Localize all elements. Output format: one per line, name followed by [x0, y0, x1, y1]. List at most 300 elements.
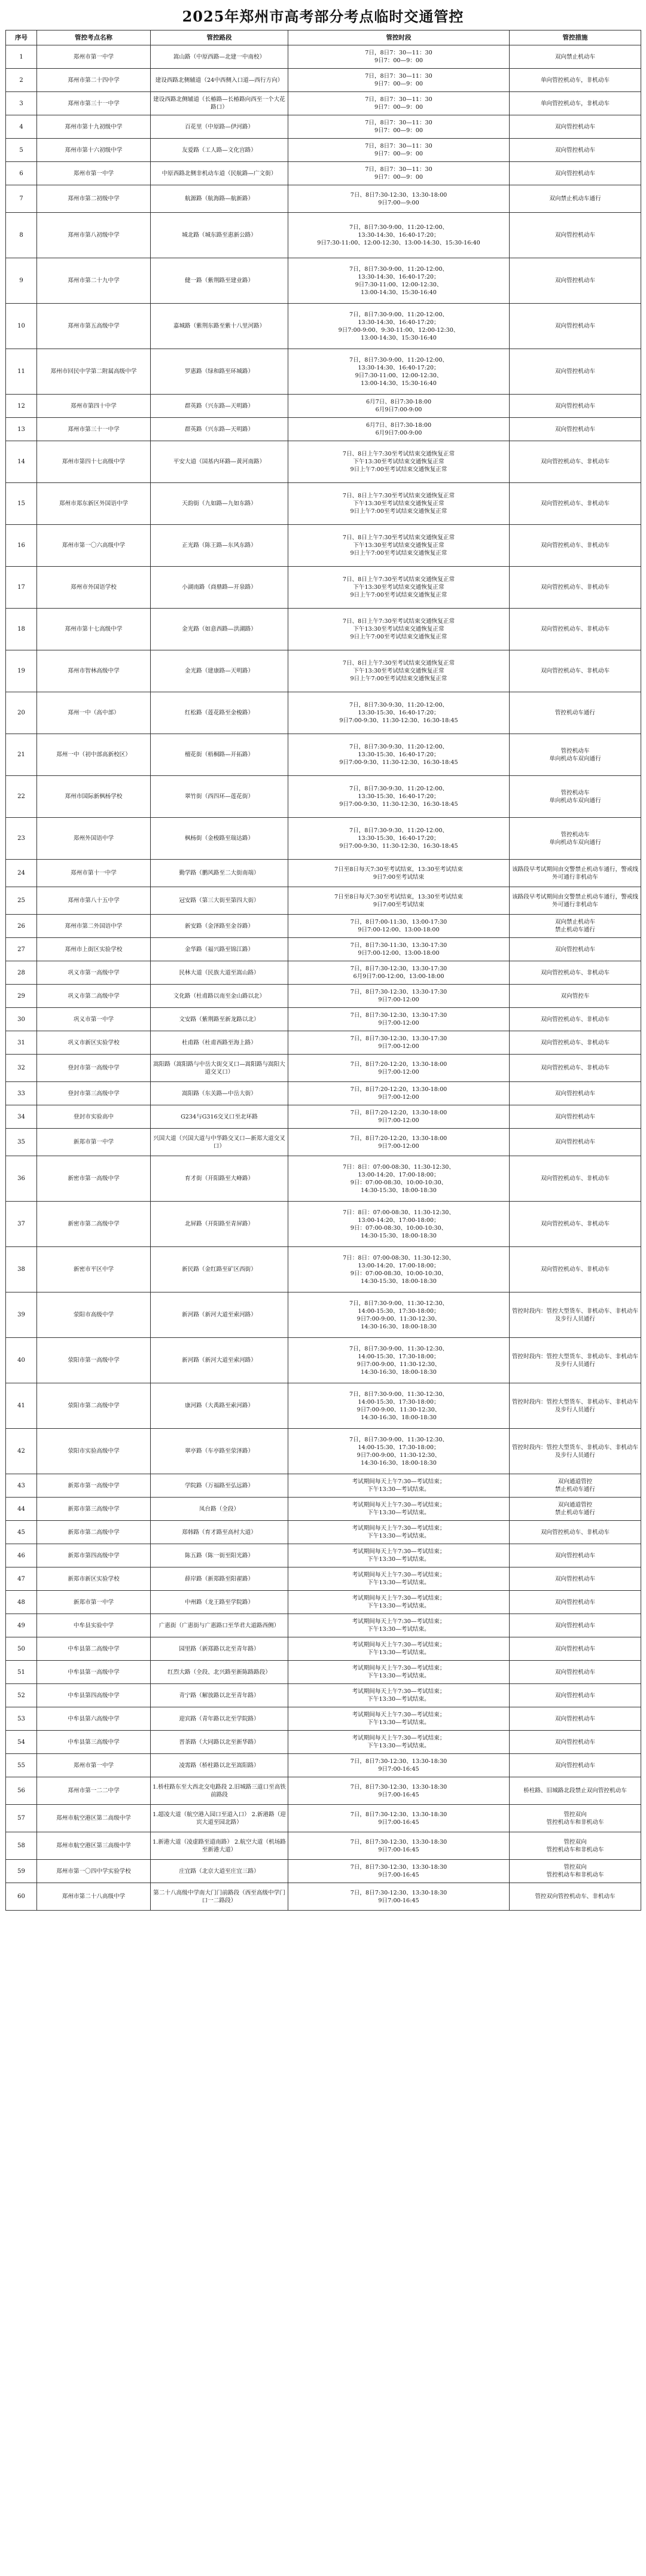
table-body: [6, 45, 641, 1911]
cell-road: 翠亭路（车亭路至荥泽路）: [151, 1429, 288, 1474]
table-row: [6, 483, 641, 525]
cell-number: 13: [6, 418, 37, 441]
cell-number: 42: [6, 1429, 37, 1474]
table-row: [6, 1777, 641, 1805]
cell-number: 24: [6, 860, 37, 887]
table-row: [6, 1498, 641, 1521]
cell-school: 新密市第二高级中学: [37, 1202, 151, 1247]
cell-measure: 单向管控机动车，非机动车: [510, 92, 641, 115]
table-row: [6, 1544, 641, 1567]
cell-school: 郑州市航空港区第二高级中学: [37, 1805, 151, 1832]
cell-measure: 双向管控机动车: [510, 139, 641, 162]
table-row: [6, 985, 641, 1008]
cell-number: 7: [6, 185, 37, 213]
cell-road: 北屏路（开阳路至青屏路）: [151, 1202, 288, 1247]
cell-road: 杜甫路（杜甫西路至海上路）: [151, 1031, 288, 1055]
cell-time: 7日，8日7：30—11：30 9日7：00—9：00: [288, 69, 510, 92]
cell-time: 7日、8日上午7:30至考试结束交通恢复正常 下午13:30至考试结束交通恢复正常 9日上午7:00至考试结束交通恢复正常: [288, 609, 510, 650]
table-row: [6, 213, 641, 258]
table-row: [6, 1202, 641, 1247]
cell-time: 7日，8日7：30—11：30 9日7：00—9：00: [288, 45, 510, 69]
cell-road: 枫杨街（金梭路至瑞达路）: [151, 818, 288, 860]
cell-road: 嵩阳路（嵩阳路与中岳大街交叉口—嵩阳路与嵩阳大道交叉口）: [151, 1055, 288, 1082]
table-row: [6, 818, 641, 860]
cell-school: 郑州市第二初级中学: [37, 185, 151, 213]
cell-time: 7日，8日7:30-9:30、11:20-12:00、 13:30-15:30、16:40-17:20； 9日7:00-9:30、11:30-12:30、16:30-18:45: [288, 818, 510, 860]
cell-time: 7日：8日：07:00-08:30、11:30-12:30、 13:00-14:20、17:00-18:00； 9日：07:00-08:30、10:00-10:30、 14:30-15:30、18:00-18:30: [288, 1202, 510, 1247]
document-title: 2025年郑州市高考部分考点临时交通管控: [182, 8, 464, 25]
cell-road: 百花里（中原路—伊河路）: [151, 115, 288, 139]
cell-measure: 管控时段内：管控大型货车、非机动车、非机动车及步行人员通行: [510, 1429, 641, 1474]
cell-school: 荥阳市高级中学: [37, 1292, 151, 1338]
cell-number: 51: [6, 1661, 37, 1684]
cell-time: 7日，8日7：30—11：30 9日7：00—9：00: [288, 92, 510, 115]
cell-road: 1.超凌大道（航空港入园口至道入口） 2.新港路（迎宾大道至园北路）: [151, 1805, 288, 1832]
table-row: [6, 1383, 641, 1429]
cell-road: 健一路（紫荆路至建业路）: [151, 258, 288, 304]
cell-measure: 管控机动车 单向机动车双向通行: [510, 734, 641, 776]
cell-measure: 管控双向 管控机动车和非机动车: [510, 1805, 641, 1832]
cell-road: 翠竹街（西四环—莲花街）: [151, 776, 288, 818]
cell-road: 群英路（兴东路—天明路）: [151, 395, 288, 418]
cell-measure: 双向管控机动车: [510, 304, 641, 349]
cell-number: 5: [6, 139, 37, 162]
cell-time: 7日，8日7:30-9:00、11:20-12:00、 13:30-14:30、16:40-17:20； 9日7:00-9:00、9:30-11:00、12:00-12:30、 13:00-14:30、15:30-16:40: [288, 304, 510, 349]
cell-school: 中牟县第二高级中学: [37, 1637, 151, 1661]
header-time: 管控时段: [288, 30, 510, 45]
cell-road: 建设西路北侧辅道（长椿路—长椿路向西至一个大花路口）: [151, 92, 288, 115]
cell-measure: 双向管控机动车、非机动车: [510, 483, 641, 525]
cell-measure: 该路段早考试期间由交警禁止机动车通行，警戒线外可通行非机动车: [510, 887, 641, 915]
cell-school: 郑州市第十六初级中学: [37, 139, 151, 162]
cell-measure: 双向通道管控 禁止机动车通行: [510, 1498, 641, 1521]
cell-measure: 双向管控机动车: [510, 1684, 641, 1707]
cell-road: 平安大道（国基内环路—黄河南路）: [151, 441, 288, 483]
cell-number: 23: [6, 818, 37, 860]
cell-number: 52: [6, 1684, 37, 1707]
cell-measure: 双向管控机动车、非机动车: [510, 1008, 641, 1031]
cell-school: 荥阳市第二高级中学: [37, 1383, 151, 1429]
cell-measure: 双向管控机动车: [510, 258, 641, 304]
cell-measure: 双向管控机动车: [510, 1544, 641, 1567]
cell-school: 郑州市第三十一中学: [37, 418, 151, 441]
cell-number: 3: [6, 92, 37, 115]
cell-school: 荥阳市第一高级中学: [37, 1338, 151, 1383]
cell-measure: 管控双向 管控机动车和非机动车: [510, 1860, 641, 1883]
cell-measure: 双向管控机动车: [510, 162, 641, 185]
cell-number: 60: [6, 1883, 37, 1911]
cell-time: 6月7日、8日7:30-18:00 6月9日7:00-9:00: [288, 395, 510, 418]
cell-time: 考试期间每天上午7:30—考试结束； 下午13:30—考试结束。: [288, 1707, 510, 1731]
cell-time: 7日、8日上午7:30至考试结束交通恢复正常 下午13:30至考试结束交通恢复正常 9日上午7:00至考试结束交通恢复正常: [288, 650, 510, 692]
cell-school: 郑州市第二十四中学: [37, 69, 151, 92]
cell-number: 33: [6, 1082, 37, 1105]
cell-school: 郑州市上街区实验学校: [37, 938, 151, 961]
cell-time: 考试期间每天上午7:30—考试结束； 下午13:30—考试结束。: [288, 1544, 510, 1567]
cell-measure: 双向管控机动车: [510, 1614, 641, 1637]
cell-road: 新河路（新河大道至索河路）: [151, 1292, 288, 1338]
cell-road: 薛岸路（新郑路至阳翟路）: [151, 1567, 288, 1591]
cell-time: 考试期间每天上午7:30—考试结束； 下午13:30—考试结束。: [288, 1591, 510, 1614]
cell-time: 7日至8日每天7:30至考试结束，13:30至考试结束 9日7:00至考试结束: [288, 887, 510, 915]
cell-number: 10: [6, 304, 37, 349]
cell-measure: 双向管控车: [510, 985, 641, 1008]
cell-number: 19: [6, 650, 37, 692]
cell-road: 文化路（杜甫路以南至金山路以北）: [151, 985, 288, 1008]
cell-time: 7日，8日7:20-12:20，13:30-18:00 9日7:00-12:00: [288, 1055, 510, 1082]
cell-number: 40: [6, 1338, 37, 1383]
cell-school: 郑州市第二十九中学: [37, 258, 151, 304]
cell-road: 迎宾路（青年路以北至学院路）: [151, 1707, 288, 1731]
cell-school: 新郑市第四高级中学: [37, 1544, 151, 1567]
cell-measure: 桥柱路、旧城路北段禁止双向管控机动车: [510, 1777, 641, 1805]
table-row: [6, 162, 641, 185]
cell-number: 45: [6, 1521, 37, 1544]
cell-number: 20: [6, 692, 37, 734]
cell-number: 18: [6, 609, 37, 650]
cell-time: 7日，8日7:30-9:00、11:30-12:30、 14:00-15:30、17:30-18:00； 9日7:00-9:00、11:30-12:30、 14:30-16:30、18:00-18:30: [288, 1292, 510, 1338]
cell-school: 郑州一中（高中部）: [37, 692, 151, 734]
cell-road: 嵩阳路（东关路—中岳大街）: [151, 1082, 288, 1105]
table-row: [6, 418, 641, 441]
cell-time: 考试期间每天上午7:30—考试结束； 下午13:30—考试结束。: [288, 1498, 510, 1521]
cell-time: 7日：8日：07:00-08:30、11:30-12:30、 13:00-14:20、17:00-18:00； 9日：07:00-08:30、10:00-10:30、 14:30-15:30、18:00-18:30: [288, 1156, 510, 1202]
cell-number: 21: [6, 734, 37, 776]
cell-time: 考试期间每天上午7:30—考试结束； 下午13:30—考试结束。: [288, 1474, 510, 1498]
table-row: [6, 1567, 641, 1591]
cell-number: 31: [6, 1031, 37, 1055]
cell-school: 中牟县第六高级中学: [37, 1707, 151, 1731]
cell-time: 7日，8日7:30-11:30、13:30-17:30 9日7:00-12:00、13:00-18:00: [288, 938, 510, 961]
table-row: [6, 1247, 641, 1292]
cell-road: 民林大道（民族大道至嵩山路）: [151, 961, 288, 985]
cell-number: 38: [6, 1247, 37, 1292]
cell-number: 37: [6, 1202, 37, 1247]
cell-number: 26: [6, 915, 37, 938]
cell-measure: 双向管控机动车: [510, 1082, 641, 1105]
table-row: [6, 1129, 641, 1156]
cell-road: 第二十八高级中学南大门门前路段（西至高级中学门口一二路段）: [151, 1883, 288, 1911]
cell-number: 11: [6, 349, 37, 395]
cell-school: 郑州市第二外国语中学: [37, 915, 151, 938]
cell-time: 7日，8日7:30-9:00、11:20-12:00、 13:30-14:30、16:40-17:20； 9日7:30-11:00、12:00-12:30、13:00-14:30、15:30-16:40: [288, 213, 510, 258]
table-row: [6, 69, 641, 92]
cell-school: 郑州外国语中学: [37, 818, 151, 860]
cell-school: 登封市第一高级中学: [37, 1055, 151, 1082]
cell-number: 9: [6, 258, 37, 304]
table-row: [6, 1832, 641, 1860]
table-row: [6, 1292, 641, 1338]
table-row: [6, 776, 641, 818]
cell-road: 园里路（新郑路以北至青年路）: [151, 1637, 288, 1661]
cell-school: 郑州市第二十八高级中学: [37, 1883, 151, 1911]
cell-school: 巩义市第一高级中学: [37, 961, 151, 985]
cell-number: 30: [6, 1008, 37, 1031]
cell-time: 7日，8日7:30-12:30、13:30-17:30 9日7:00-12:00: [288, 1008, 510, 1031]
cell-school: 巩义市第二高级中学: [37, 985, 151, 1008]
table-row: [6, 1731, 641, 1754]
table-row: [6, 1661, 641, 1684]
cell-measure: 双向管控机动车: [510, 395, 641, 418]
cell-time: 7日，8日7:30-9:30、11:20-12:00、 13:30-15:30、16:40-17:20； 9日7:00-9:30、11:30-12:30、16:30-18:45: [288, 692, 510, 734]
cell-measure: 管控时段内：管控大型货车、非机动车、非机动车及步行人员通行: [510, 1383, 641, 1429]
cell-road: 兴国大道（兴国大道与中华路交叉口—新郑大道交叉口）: [151, 1129, 288, 1156]
cell-time: 7日，8日7:30-12:30、13:30-18:30 9日7:00-16:45: [288, 1883, 510, 1911]
cell-school: 郑州市外国语学校: [37, 567, 151, 609]
cell-road: 新河路（新河大道至索河路）: [151, 1338, 288, 1383]
cell-road: 青宁路（解放路以北至青年路）: [151, 1684, 288, 1707]
cell-school: 郑州市航空港区第三高级中学: [37, 1832, 151, 1860]
cell-time: 7日，8日7:30-12:30、13:30-18:30 9日7:00-16:45: [288, 1754, 510, 1777]
cell-school: 郑州市第一二二中学: [37, 1777, 151, 1805]
cell-measure: 双向管控机动车、非机动车: [510, 1202, 641, 1247]
cell-road: 红烈大路（全段、北兴路至新陈路路段）: [151, 1661, 288, 1684]
table-row: [6, 887, 641, 915]
cell-time: 7日，8日7:30-9:30、11:20-12:00、 13:30-15:30、16:40-17:20； 9日7:00-9:30、11:30-12:30、16:30-18:45: [288, 734, 510, 776]
table-row: [6, 1429, 641, 1474]
table-row: [6, 1860, 641, 1883]
table-row: [6, 1031, 641, 1055]
cell-number: 43: [6, 1474, 37, 1498]
cell-number: 14: [6, 441, 37, 483]
cell-measure: 双向通道管控 禁止机动车通行: [510, 1474, 641, 1498]
cell-number: 25: [6, 887, 37, 915]
cell-number: 17: [6, 567, 37, 609]
cell-time: 考试期间每天上午7:30—考试结束； 下午13:30—考试结束。: [288, 1731, 510, 1754]
cell-time: 7日，8日7:30-12:30、13:30-17:30 9日7:00-12:00: [288, 985, 510, 1008]
cell-school: 郑州市第一中学: [37, 162, 151, 185]
cell-measure: 双向管控机动车、非机动车: [510, 1247, 641, 1292]
cell-road: 城北路（城东路至惠新公路）: [151, 213, 288, 258]
cell-measure: 双向管控机动车、非机动车: [510, 441, 641, 483]
cell-school: 新郑市第一中学: [37, 1591, 151, 1614]
cell-number: 47: [6, 1567, 37, 1591]
cell-measure: 双向管控机动车: [510, 1591, 641, 1614]
cell-road: 金光路（如意西路—洪湖路）: [151, 609, 288, 650]
cell-road: 育才街（开阳路至大峰路）: [151, 1156, 288, 1202]
cell-road: 嘉城路（紫荆东路至紫十八里河路）: [151, 304, 288, 349]
table-header-row: [6, 30, 641, 45]
cell-measure: 双向管控机动车、非机动车: [510, 1031, 641, 1055]
cell-number: 28: [6, 961, 37, 985]
cell-road: 文安路（紫荆路至新龙路以北）: [151, 1008, 288, 1031]
cell-measure: 双向管控机动车: [510, 349, 641, 395]
cell-measure: 双向管控机动车、非机动车: [510, 525, 641, 567]
cell-road: 航源路（航海路—航新路）: [151, 185, 288, 213]
cell-time: 7日：8日：07:00-08:30、11:30-12:30、 13:00-14:20、17:00-18:00； 9日：07:00-08:30、10:00-10:30、 14:30-15:30、18:00-18:30: [288, 1247, 510, 1292]
cell-time: 7日、8日上午7:30至考试结束交通恢复正常 下午13:30至考试结束交通恢复正常 9日上午7:00至考试结束交通恢复正常: [288, 441, 510, 483]
table-row: [6, 92, 641, 115]
table-row: [6, 650, 641, 692]
cell-number: 58: [6, 1832, 37, 1860]
cell-measure: 双向管控机动车、非机动车: [510, 1156, 641, 1202]
cell-road: 友爱路（工人路—文化宫路）: [151, 139, 288, 162]
cell-school: 郑州市第一中学: [37, 45, 151, 69]
cell-time: 6月7日、8日7:30-18:00 6月9日7:00-9:00: [288, 418, 510, 441]
table-row: [6, 1637, 641, 1661]
cell-measure: 管控双向管控机动车、非机动车: [510, 1883, 641, 1911]
cell-time: 考试期间每天上午7:30—考试结束； 下午13:30—考试结束。: [288, 1661, 510, 1684]
cell-school: 中牟县第一高级中学: [37, 1661, 151, 1684]
cell-road: 红松路（莲花路至金梭路）: [151, 692, 288, 734]
cell-school: 郑州市国际新枫杨学校: [37, 776, 151, 818]
cell-measure: 双向管控机动车: [510, 418, 641, 441]
cell-school: 郑州市智林高级中学: [37, 650, 151, 692]
table-row: [6, 1805, 641, 1832]
cell-time: 7日、8日7:30-12:30、13:30-18:00 9日7:00—9:00: [288, 185, 510, 213]
header-school: 管控考点名称: [37, 30, 151, 45]
cell-number: 36: [6, 1156, 37, 1202]
cell-school: 郑州市第一〇六高级中学: [37, 525, 151, 567]
cell-number: 57: [6, 1805, 37, 1832]
cell-time: 7日，8日7:30-9:00、11:30-12:30、 14:00-15:30、17:30-18:00； 9日7:00-9:00、11:30-12:30、 14:30-16:30、18:00-18:30: [288, 1338, 510, 1383]
cell-measure: 双向管控机动车、非机动车: [510, 961, 641, 985]
cell-measure: 双向禁止机动车 禁止机动车通行: [510, 915, 641, 938]
cell-number: 29: [6, 985, 37, 1008]
cell-school: 巩义市第一中学: [37, 1008, 151, 1031]
cell-school: 中牟县第四高级中学: [37, 1684, 151, 1707]
cell-measure: 双向管控机动车、非机动车: [510, 1055, 641, 1082]
cell-road: 康河路（大禹路至索河路）: [151, 1383, 288, 1429]
cell-number: 2: [6, 69, 37, 92]
table-row: [6, 1591, 641, 1614]
cell-measure: 单向管控机动车，非机动车: [510, 69, 641, 92]
table-row: [6, 692, 641, 734]
table-row: [6, 734, 641, 776]
cell-road: 群英路（兴东路—天明路）: [151, 418, 288, 441]
cell-school: 新郑市第一中学: [37, 1129, 151, 1156]
cell-road: 中原西路北侧非机动车道（民航路—广文街）: [151, 162, 288, 185]
cell-number: 6: [6, 162, 37, 185]
cell-school: 郑州市第五高级中学: [37, 304, 151, 349]
table-row: [6, 525, 641, 567]
cell-school: 郑州市第一中学: [37, 1754, 151, 1777]
cell-school: 郑州市回民中学第二附属高级中学: [37, 349, 151, 395]
cell-number: 54: [6, 1731, 37, 1754]
cell-school: 巩义市新区实验学校: [37, 1031, 151, 1055]
cell-measure: 双向禁止机动车通行: [510, 185, 641, 213]
table-row: [6, 609, 641, 650]
cell-number: 48: [6, 1591, 37, 1614]
table-row: [6, 1105, 641, 1129]
table-row: [6, 258, 641, 304]
cell-measure: 双向管控机动车、非机动车: [510, 567, 641, 609]
table-row: [6, 1754, 641, 1777]
cell-school: 新郑市第二高级中学: [37, 1521, 151, 1544]
cell-school: 荥阳市实验高级中学: [37, 1429, 151, 1474]
cell-time: 7日，8日7:30-9:30、11:20-12:00、 13:30-15:30、16:40-17:20； 9日7:00-9:30、11:30-12:30、16:30-18:45: [288, 776, 510, 818]
table-row: [6, 1614, 641, 1637]
cell-number: 35: [6, 1129, 37, 1156]
cell-time: 7日，8日7:30-12:30、13:30-18:30 9日7:00-16:45: [288, 1777, 510, 1805]
cell-road: 新安路（金泽路至金谷路）: [151, 915, 288, 938]
cell-number: 15: [6, 483, 37, 525]
table-row: [6, 1684, 641, 1707]
table-row: [6, 1055, 641, 1082]
table-row: [6, 1474, 641, 1498]
cell-number: 53: [6, 1707, 37, 1731]
cell-time: 7日、8日上午7:30至考试结束交通恢复正常 下午13:30至考试结束交通恢复正常 9日上午7:00至考试结束交通恢复正常: [288, 483, 510, 525]
cell-road: 小湖南路（商鼎路—开泉路）: [151, 567, 288, 609]
cell-road: 郑韩路（育才路至高村大道）: [151, 1521, 288, 1544]
table-row: [6, 1338, 641, 1383]
table-row: [6, 938, 641, 961]
cell-measure: 双向管控机动车: [510, 1661, 641, 1684]
table-row: [6, 115, 641, 139]
table-row: [6, 567, 641, 609]
cell-measure: 双向管控机动车: [510, 1637, 641, 1661]
cell-time: 7日，8日7:30-12:30，13:30-17:30 6月9日7:00-12:00，13:00-18:00: [288, 961, 510, 985]
cell-number: 22: [6, 776, 37, 818]
cell-road: 檀花街（梧桐路—开拓路）: [151, 734, 288, 776]
cell-road: 庄宜路（北京大道至庄宜三路）: [151, 1860, 288, 1883]
cell-time: 7日至8日每天7:30至考试结束，13:30至考试结束 9日7:00至考试结束: [288, 860, 510, 887]
cell-road: 罗惠路（绿和路至环城路）: [151, 349, 288, 395]
cell-road: 凌霄路（桥柱路以北至嵩阳路）: [151, 1754, 288, 1777]
cell-road: 冠安路（第三大街至第四大街）: [151, 887, 288, 915]
cell-time: 7日，8日7:30-12:30、13:30-17:30 9日7:00-12:00: [288, 1031, 510, 1055]
table-row: [6, 185, 641, 213]
cell-road: 学院路（万福路至弘远路）: [151, 1474, 288, 1498]
cell-road: 晋茶路（大同路以北至新华路）: [151, 1731, 288, 1754]
cell-school: 郑州市第四十七高级中学: [37, 441, 151, 483]
cell-number: 39: [6, 1292, 37, 1338]
cell-school: 郑州市郑东新区外国语中学: [37, 483, 151, 525]
cell-time: 7日，8日7:30-9:00、11:30-12:30、 14:00-15:30、17:30-18:00； 9日7:00-9:00、11:30-12:30、 14:30-16:30、18:00-18:30: [288, 1383, 510, 1429]
cell-school: 新郑市第一高级中学: [37, 1474, 151, 1498]
cell-number: 59: [6, 1860, 37, 1883]
cell-measure: 双向管控机动车: [510, 938, 641, 961]
cell-time: 考试期间每天上午7:30—考试结束； 下午13:30—考试结束。: [288, 1637, 510, 1661]
cell-time: 7日，8日7:30-12:30、13:30-18:30 9日7:00-16:45: [288, 1832, 510, 1860]
cell-number: 12: [6, 395, 37, 418]
cell-time: 7日，8日7：30—11：30 9日7：00—9：00: [288, 162, 510, 185]
table-row: [6, 1883, 641, 1911]
traffic-control-table: [5, 30, 641, 1911]
cell-school: 郑州市第一〇四中学实验学校: [37, 1860, 151, 1883]
cell-number: 49: [6, 1614, 37, 1637]
table-row: [6, 860, 641, 887]
cell-school: 登封市第三高级中学: [37, 1082, 151, 1105]
cell-measure: 管控机动车 单向机动车双向通行: [510, 818, 641, 860]
cell-number: 16: [6, 525, 37, 567]
table-row: [6, 45, 641, 69]
cell-school: 郑州一中（初中部高新校区）: [37, 734, 151, 776]
cell-road: 中州路（龙王路至学院路）: [151, 1591, 288, 1614]
cell-measure: 管控时段内：管控大型货车、非机动车、非机动车及步行人员通行: [510, 1292, 641, 1338]
cell-measure: 双向管控机动车、非机动车: [510, 609, 641, 650]
cell-school: 新密市第一高级中学: [37, 1156, 151, 1202]
cell-time: 考试期间每天上午7:30—考试结束； 下午13:30—考试结束。: [288, 1614, 510, 1637]
cell-school: 中牟县第三高级中学: [37, 1731, 151, 1754]
cell-time: 7日，8日7:30-12:30、13:30-18:30 9日7:00-16:45: [288, 1805, 510, 1832]
cell-road: 陈五路（陈一街至阳光路）: [151, 1544, 288, 1567]
cell-school: 郑州市第八初级中学: [37, 213, 151, 258]
cell-measure: 双向管控机动车: [510, 1707, 641, 1731]
cell-road: 1.桥柱路东至大西北交电路段 2.旧城路三道口至高铁前路段: [151, 1777, 288, 1805]
cell-time: 7日、8日上午7:30至考试结束交通恢复正常 下午13:30至考试结束交通恢复正常 9日上午7:00至考试结束交通恢复正常: [288, 567, 510, 609]
table-row: [6, 1707, 641, 1731]
header-measure: 管控措施: [510, 30, 641, 45]
cell-measure: 管控双向 管控机动车和非机动车: [510, 1832, 641, 1860]
cell-measure: 管控机动车 单向机动车双向通行: [510, 776, 641, 818]
cell-road: G234与G316交叉口至北环路: [151, 1105, 288, 1129]
cell-road: 建设西路北侧辅道（24中西侧入口道—西行方向）: [151, 69, 288, 92]
table-row: [6, 349, 641, 395]
cell-road: 正光路（陈王路—东风东路）: [151, 525, 288, 567]
cell-number: 1: [6, 45, 37, 69]
cell-number: 8: [6, 213, 37, 258]
